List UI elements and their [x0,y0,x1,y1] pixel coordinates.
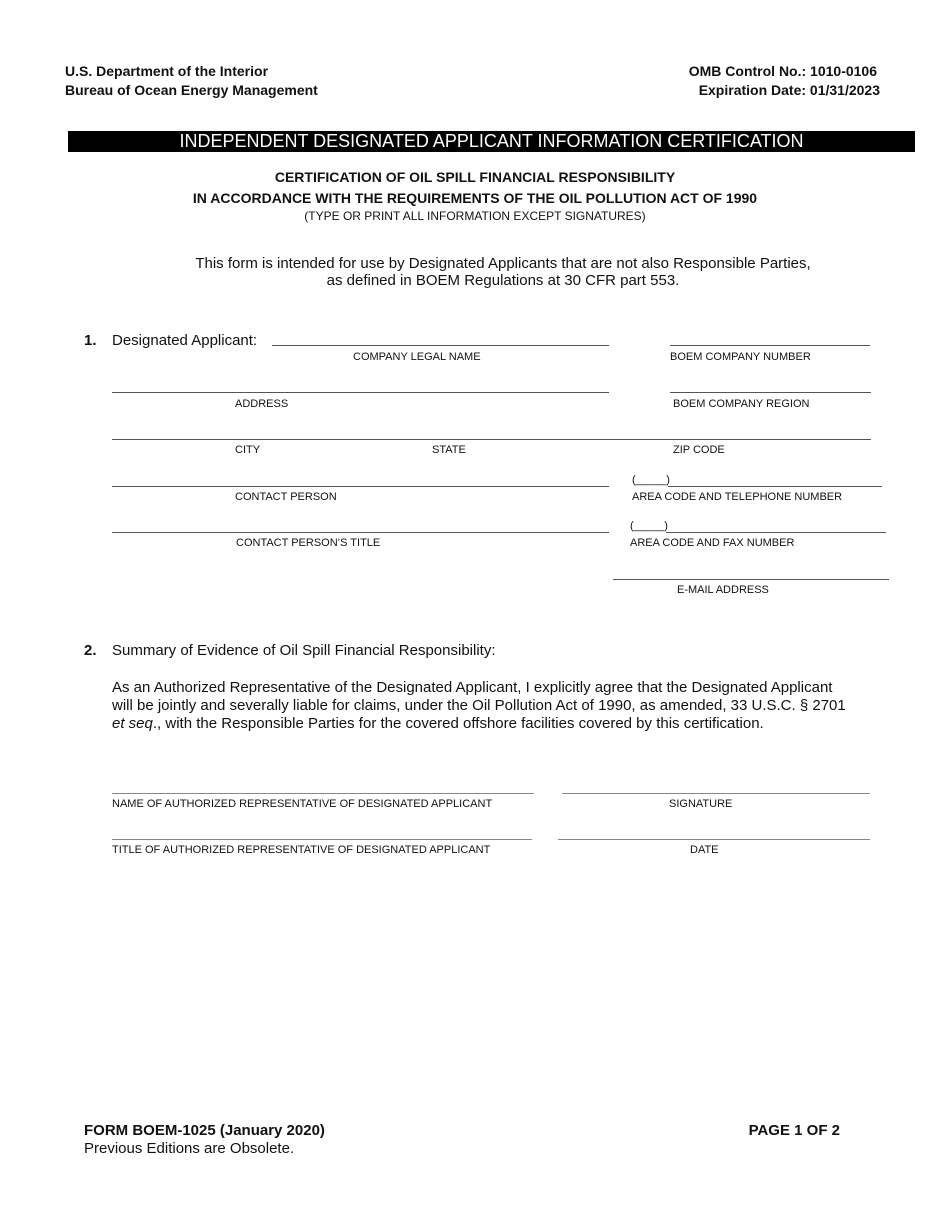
address-field[interactable] [112,392,609,393]
page-number: PAGE 1 OF 2 [748,1122,840,1139]
liability-agreement-paragraph [112,679,852,733]
signature-field[interactable] [562,793,870,794]
form-id: FORM BOEM-1025 (January 2020) [84,1122,325,1139]
form-title-banner: INDEPENDENT DESIGNATED APPLICANT INFORMATION CERTIFICATION [68,131,915,152]
email-address-field[interactable] [613,579,889,580]
contact-person-caption: CONTACT PERSON [235,491,337,503]
telephone-caption: AREA CODE AND TELEPHONE NUMBER [632,491,843,503]
boem-company-region-caption: BOEM COMPANY REGION [673,398,810,410]
contact-person-title-caption: CONTACT PERSON’S TITLE [236,537,381,549]
omb-control-number: OMB Control No.: 1010-0106 [688,63,877,79]
section-2-label: Summary of Evidence of Oil Spill Financial Responsibility: [112,642,496,659]
contact-person-field[interactable] [112,486,609,487]
expiration-date: Expiration Date: 01/31/2023 [698,82,880,98]
company-legal-name-caption: COMPANY LEGAL NAME [353,351,481,363]
fax-number-field[interactable] [666,532,886,533]
representative-title-field[interactable] [112,839,532,840]
representative-title-caption: TITLE OF AUTHORIZED REPRESENTATIVE OF DESIGNATED APPLICANT [112,844,491,856]
designated-applicant-label: Designated Applicant: [112,332,258,349]
telephone-number-field[interactable] [668,486,882,487]
address-caption: ADDRESS [235,398,289,410]
boem-company-number-caption: BOEM COMPANY NUMBER [670,351,811,363]
date-caption: DATE [690,844,719,856]
boem-company-number-field[interactable] [670,345,870,346]
date-field[interactable] [558,839,870,840]
intro-line-2: as defined in BOEM Regulations at 30 CFR part 553. [326,272,680,289]
type-or-print-instruction: (TYPE OR PRINT ALL INFORMATION EXCEPT SIGNATURES) [304,209,646,223]
phone-area-code-prefix: (_____) [632,474,670,486]
fax-area-code-prefix: (_____) [630,520,668,532]
section-1-number: 1. [84,332,97,349]
fax-caption: AREA CODE AND FAX NUMBER [630,537,795,549]
representative-name-field[interactable] [112,793,534,794]
zip-code-caption: ZIP CODE [673,444,725,456]
state-caption: STATE [432,444,466,456]
agency-line-1: U.S. Department of the Interior [65,63,269,79]
section-2-number: 2. [84,642,97,659]
contact-person-title-field[interactable] [112,532,609,533]
paragraph-part-2: ., with the Responsible Parties for the covered offshore facilities covered by this certification. [152,715,764,732]
omb-header [689,62,880,100]
city-caption: CITY [235,444,261,456]
subtitle-line-2: IN ACCORDANCE WITH THE REQUIREMENTS OF THE OIL POLLUTION ACT OF 1990 [192,190,758,206]
signature-caption: SIGNATURE [669,798,733,810]
boem-company-region-field[interactable] [670,392,871,393]
company-legal-name-field[interactable] [272,345,609,346]
city-state-zip-field[interactable] [112,439,871,440]
email-address-caption: E-MAIL ADDRESS [677,584,769,596]
agency-line-2: Bureau of Ocean Energy Management [65,82,318,98]
representative-name-caption: NAME OF AUTHORIZED REPRESENTATIVE OF DESIGNATED APPLICANT [112,798,493,810]
subtitle-line-1: CERTIFICATION OF OIL SPILL FINANCIAL RESPONSIBILITY [274,169,676,185]
paragraph-italic-et-seq: et seq [112,715,153,732]
intro-line-1: This form is intended for use by Designated Applicants that are not also Responsible Parties, [195,255,811,272]
agency-header [65,62,318,100]
obsolete-notice: Previous Editions are Obsolete. [84,1140,295,1157]
paragraph-part-1: As an Authorized Representative of the Designated Applicant, I explicitly agree that the Designated Applicant will be jointly and severally liable for claims, under the Oil Pollution Act of 1990, as amended, 33 U.S.C. § 2701 [112,679,846,714]
